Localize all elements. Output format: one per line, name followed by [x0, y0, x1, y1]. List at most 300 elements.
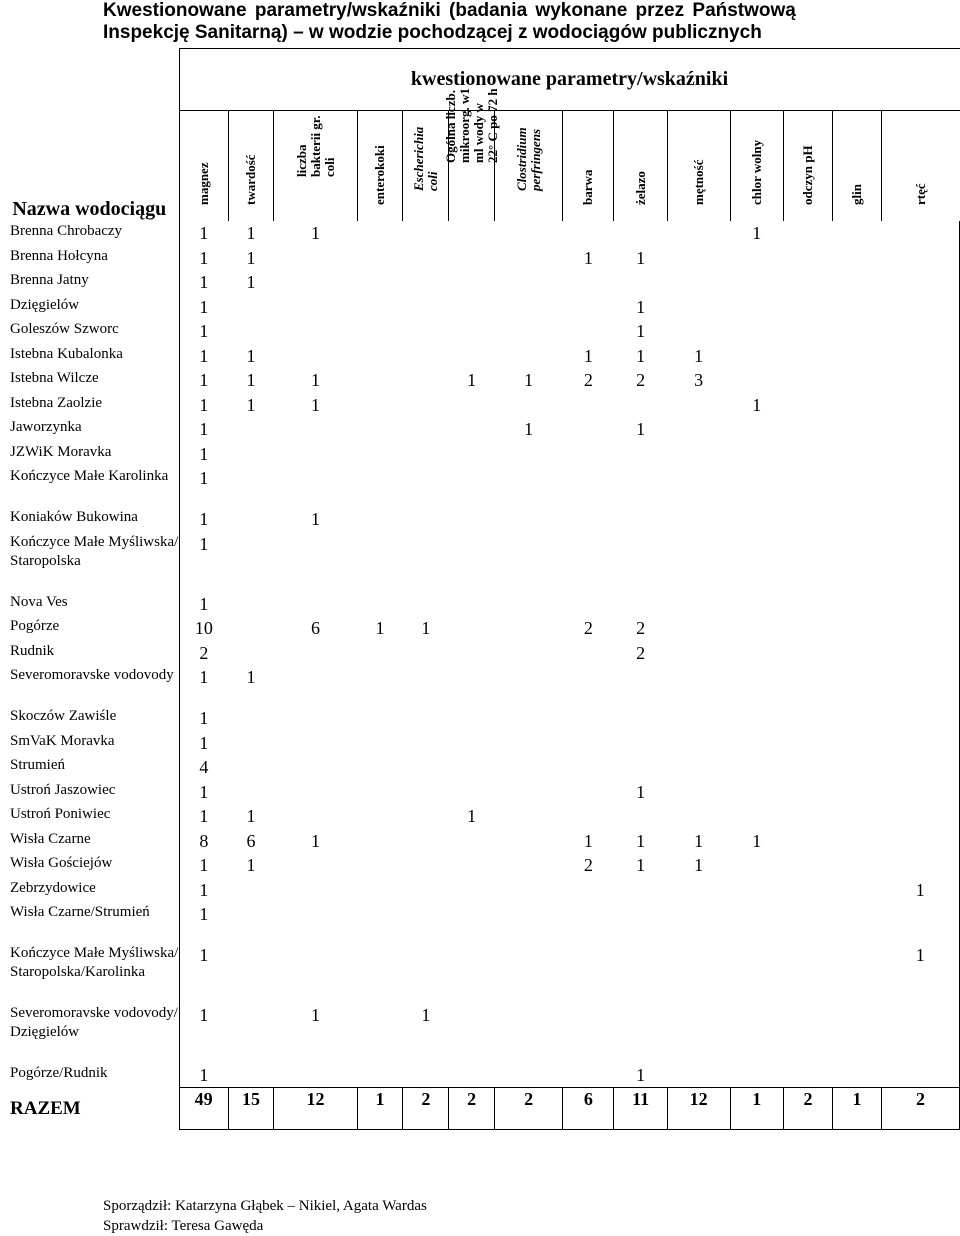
value-cell [403, 641, 449, 666]
value-cell [449, 1003, 495, 1063]
value-cell [449, 943, 495, 1003]
value-cell [449, 246, 495, 271]
value-cell [783, 706, 832, 731]
waterworks-name: Severomoravske vodovody/Dzięgielów [10, 1005, 178, 1040]
value-cell: 1 [246, 394, 256, 415]
total-label: RAZEM [10, 1098, 81, 1119]
value-cell: 1 [694, 855, 704, 875]
waterworks-name: Jaworzynka [10, 419, 82, 435]
value-cell [449, 319, 495, 344]
value-cell [881, 665, 959, 706]
value-cell [783, 246, 832, 271]
column-header: enterokoki [357, 111, 403, 222]
table-row [0, 1003, 960, 1063]
value-cell [449, 780, 495, 805]
value-cell [563, 665, 614, 706]
value-cell [228, 295, 274, 320]
value-cell [357, 417, 403, 442]
column-header: żelazo [614, 111, 667, 222]
value-cell [563, 943, 614, 1003]
value-cell [228, 731, 274, 756]
value-cell: 1 [583, 830, 593, 851]
value-cell [403, 731, 449, 756]
value-cell [357, 878, 403, 903]
waterworks-name: Brenna Chrobaczy [10, 223, 123, 239]
value-cell [614, 706, 667, 731]
value-cell [881, 532, 959, 592]
value-cell: 1 [311, 830, 320, 851]
value-cell [832, 641, 881, 666]
waterworks-name: JZWiK Moravka [10, 443, 112, 460]
value-cell [667, 902, 730, 943]
table-row [0, 665, 960, 706]
value-cell [881, 755, 959, 780]
waterworks-name: Pogórze/Rudnik [10, 1065, 108, 1081]
value-cell [832, 804, 881, 829]
value-cell [449, 417, 495, 442]
value-cell [881, 368, 959, 393]
value-cell [274, 780, 357, 805]
value-cell [783, 270, 832, 295]
value-cell [563, 592, 614, 617]
value-cell [495, 344, 563, 369]
value-cell [881, 706, 959, 731]
value-cell [357, 731, 403, 756]
value-cell [881, 246, 959, 271]
value-cell: 1 [881, 943, 959, 1003]
value-cell [563, 878, 614, 903]
value-cell [274, 804, 357, 829]
value-cell [730, 417, 783, 442]
value-cell [832, 344, 881, 369]
value-cell [614, 902, 667, 943]
value-cell: 2 [636, 618, 646, 638]
waterworks-name: Istebna Wilcze [10, 370, 99, 386]
waterworks-name: Wisła Czarne [10, 830, 91, 847]
value-cell: 2 [583, 618, 593, 638]
waterworks-name: Goleszów Szworc [10, 321, 119, 337]
value-cell: 1 [179, 532, 228, 592]
value-cell [783, 902, 832, 943]
value-cell [228, 1063, 274, 1088]
value-cell [667, 878, 730, 903]
value-cell [614, 665, 667, 706]
table-row [0, 804, 960, 829]
value-cell [495, 221, 563, 246]
value-cell [730, 1063, 783, 1088]
value-cell [614, 1003, 667, 1063]
value-cell [667, 532, 730, 592]
value-cell [403, 755, 449, 780]
table-row [0, 295, 960, 320]
value-cell [357, 295, 403, 320]
value-cell [832, 616, 881, 641]
value-cell [783, 755, 832, 780]
value-cell [449, 616, 495, 641]
value-cell [783, 804, 832, 829]
value-cell [730, 616, 783, 641]
value-cell [449, 731, 495, 756]
value-cell [667, 295, 730, 320]
value-cell [449, 1063, 495, 1088]
value-cell: 1 [246, 806, 256, 826]
value-cell [357, 853, 403, 878]
total-value: 2 [881, 1088, 959, 1130]
total-value: 11 [614, 1088, 667, 1130]
value-cell [357, 804, 403, 829]
value-cell [563, 270, 614, 295]
value-cell [403, 829, 449, 854]
value-cell: 1 [179, 466, 228, 507]
value-cell [403, 295, 449, 320]
value-cell [449, 902, 495, 943]
value-cell [403, 270, 449, 295]
value-cell [832, 592, 881, 617]
value-cell [495, 1003, 563, 1063]
value-cell [832, 532, 881, 592]
value-cell: 6 [246, 830, 256, 851]
value-cell [783, 221, 832, 246]
value-cell [495, 902, 563, 943]
value-cell [783, 853, 832, 878]
value-cell [403, 1063, 449, 1088]
value-cell [228, 755, 274, 780]
value-cell [449, 665, 495, 706]
value-cell [783, 829, 832, 854]
value-cell [274, 295, 357, 320]
value-cell [832, 1003, 881, 1063]
table-row [0, 616, 960, 641]
value-cell [563, 731, 614, 756]
value-cell: 6 [311, 618, 320, 638]
table-row [0, 344, 960, 369]
value-cell [228, 417, 274, 442]
column-header: Ogólna liczb. mikroorg. w1 ml wody w 22° C po 72 h [449, 111, 495, 222]
waterworks-name: Nova Ves [10, 593, 68, 610]
value-cell [403, 665, 449, 706]
value-cell [228, 592, 274, 617]
value-cell [832, 943, 881, 1003]
value-cell [783, 532, 832, 592]
total-value: 2 [495, 1088, 563, 1130]
value-cell [614, 507, 667, 532]
value-cell [614, 532, 667, 592]
value-cell: 3 [694, 370, 704, 390]
value-cell [730, 295, 783, 320]
waterworks-name: Strumień [10, 757, 65, 773]
value-cell: 1 [179, 665, 228, 706]
value-cell [495, 246, 563, 271]
value-cell: 1 [179, 804, 228, 829]
value-cell [228, 878, 274, 903]
value-cell [357, 902, 403, 943]
value-cell: 1 [179, 393, 228, 418]
value-cell [667, 466, 730, 507]
value-cell [667, 706, 730, 731]
value-cell [881, 270, 959, 295]
value-cell: 1 [752, 223, 762, 243]
value-cell [403, 246, 449, 271]
value-cell [881, 1003, 959, 1063]
value-cell [274, 902, 357, 943]
table-row [0, 417, 960, 442]
total-value: 12 [667, 1088, 730, 1130]
value-cell [495, 592, 563, 617]
value-cell [832, 417, 881, 442]
value-cell [832, 665, 881, 706]
value-cell [357, 221, 403, 246]
value-cell [563, 532, 614, 592]
value-cell [614, 393, 667, 418]
value-cell [881, 221, 959, 246]
value-cell [274, 319, 357, 344]
value-cell [449, 641, 495, 666]
value-cell [881, 731, 959, 756]
value-cell [403, 853, 449, 878]
value-cell [667, 731, 730, 756]
value-cell [730, 853, 783, 878]
value-cell [832, 393, 881, 418]
value-cell [274, 665, 357, 706]
value-cell [667, 507, 730, 532]
value-cell [357, 592, 403, 617]
total-value: 2 [403, 1088, 449, 1130]
waterworks-name: Kończyce Małe Myśliwska/Staropolska [10, 533, 179, 569]
value-cell [449, 592, 495, 617]
value-cell [667, 221, 730, 246]
waterworks-name: Wisła Gościejów [10, 855, 113, 871]
value-cell [730, 1003, 783, 1063]
value-cell [614, 943, 667, 1003]
value-cell [667, 319, 730, 344]
value-cell [667, 804, 730, 829]
total-value: 1 [832, 1088, 881, 1130]
value-cell [274, 592, 357, 617]
value-cell: 1 [421, 618, 431, 638]
value-cell [614, 804, 667, 829]
value-cell [667, 665, 730, 706]
value-cell [495, 532, 563, 592]
waterworks-name: Rudnik [10, 642, 55, 659]
total-value: 6 [563, 1088, 614, 1130]
value-cell [228, 442, 274, 467]
value-cell [274, 466, 357, 507]
column-header: Escherichia coli [403, 111, 449, 222]
value-cell [357, 270, 403, 295]
table-row [0, 466, 960, 507]
value-cell [783, 417, 832, 442]
value-cell [449, 829, 495, 854]
total-value: 15 [228, 1088, 274, 1130]
column-header: twardość [228, 111, 274, 222]
value-cell [783, 507, 832, 532]
title-line-2: Inspekcję Sanitarną) – w wodzie pochodzącej z wodociągów publicznych [103, 22, 762, 43]
value-cell [274, 706, 357, 731]
value-cell: 1 [246, 855, 256, 875]
value-cell [614, 755, 667, 780]
value-cell: 1 [179, 780, 228, 805]
value-cell [832, 368, 881, 393]
table-row [0, 706, 960, 731]
value-cell [357, 1003, 403, 1063]
value-cell: 1 [179, 319, 228, 344]
value-cell [228, 780, 274, 805]
value-cell [881, 507, 959, 532]
table-row [0, 829, 960, 854]
value-cell [881, 319, 959, 344]
value-cell [403, 417, 449, 442]
value-cell [495, 442, 563, 467]
value-cell [495, 295, 563, 320]
value-cell [832, 295, 881, 320]
value-cell: 1 [311, 223, 320, 243]
value-cell: 1 [179, 853, 228, 878]
value-cell [881, 804, 959, 829]
column-header: liczba bakterii gr. coli [274, 111, 357, 222]
value-cell [783, 943, 832, 1003]
waterworks-name: Kończyce Małe Karolinka [10, 468, 169, 484]
value-cell: 1 [467, 806, 477, 826]
value-cell [357, 641, 403, 666]
value-cell [563, 804, 614, 829]
waterworks-name: Koniaków Bukowina [10, 509, 138, 525]
value-cell [274, 417, 357, 442]
value-cell: 1 [467, 370, 477, 390]
title-line-1: Kwestionowane parametry/wskaźniki (badania wykonane przez Państwową [103, 0, 796, 21]
value-cell [614, 221, 667, 246]
value-cell [832, 878, 881, 903]
total-value: 1 [730, 1088, 783, 1130]
value-cell [449, 706, 495, 731]
value-cell [832, 829, 881, 854]
value-cell: 1 [636, 781, 646, 802]
value-cell [449, 270, 495, 295]
value-cell [357, 319, 403, 344]
value-cell [730, 270, 783, 295]
value-cell [614, 466, 667, 507]
table-row [0, 442, 960, 467]
group-header: kwestionowane parametry/wskaźniki [179, 49, 959, 111]
value-cell [730, 706, 783, 731]
table-row [0, 902, 960, 943]
table-row [0, 1063, 960, 1088]
value-cell [403, 393, 449, 418]
value-cell [449, 442, 495, 467]
value-cell [730, 466, 783, 507]
value-cell: 1 [881, 878, 959, 903]
value-cell: 1 [179, 368, 228, 393]
value-cell [403, 943, 449, 1003]
value-cell [495, 755, 563, 780]
total-value: 49 [179, 1088, 228, 1130]
waterworks-name: Wisła Czarne/Strumień [10, 904, 150, 920]
value-cell: 1 [179, 1003, 228, 1063]
table-row [0, 878, 960, 903]
value-cell: 1 [246, 370, 256, 390]
value-cell [357, 344, 403, 369]
table-row [0, 943, 960, 1003]
value-cell [357, 393, 403, 418]
value-cell: 1 [636, 321, 646, 341]
value-cell [667, 1063, 730, 1088]
value-cell [403, 442, 449, 467]
footer [103, 1196, 427, 1236]
value-cell [403, 221, 449, 246]
value-cell: 1 [246, 272, 256, 292]
value-cell [228, 319, 274, 344]
value-cell [783, 780, 832, 805]
value-cell: 1 [179, 902, 228, 943]
value-cell: 1 [179, 270, 228, 295]
column-header: odczyn pH [783, 111, 832, 222]
table-row [0, 731, 960, 756]
value-cell: 2 [179, 641, 228, 666]
value-cell: 1 [179, 246, 228, 271]
value-cell [357, 507, 403, 532]
value-cell [730, 780, 783, 805]
value-cell: 1 [246, 223, 256, 243]
value-cell [449, 344, 495, 369]
value-cell [449, 221, 495, 246]
table-row [0, 393, 960, 418]
value-cell [357, 246, 403, 271]
value-cell [357, 755, 403, 780]
value-cell [783, 295, 832, 320]
value-cell [881, 592, 959, 617]
waterworks-name: Brenna Hołcyna [10, 247, 108, 264]
value-cell: 8 [179, 829, 228, 854]
value-cell [614, 592, 667, 617]
value-cell [730, 804, 783, 829]
value-cell [881, 466, 959, 507]
value-cell [563, 780, 614, 805]
value-cell [228, 616, 274, 641]
value-cell: 1 [179, 1063, 228, 1088]
value-cell [228, 706, 274, 731]
value-cell [274, 641, 357, 666]
value-cell [783, 466, 832, 507]
value-cell [832, 246, 881, 271]
table-row [0, 319, 960, 344]
value-cell [403, 592, 449, 617]
value-cell [783, 1003, 832, 1063]
value-cell [357, 943, 403, 1003]
column-header: barwa [563, 111, 614, 222]
value-cell [832, 706, 881, 731]
value-cell: 1 [636, 830, 646, 851]
value-cell [495, 616, 563, 641]
value-cell [881, 1063, 959, 1088]
value-cell [495, 878, 563, 903]
value-cell: 1 [583, 247, 593, 268]
value-cell [449, 295, 495, 320]
column-header: Clostridium perfringens [495, 111, 563, 222]
value-cell [495, 829, 563, 854]
value-cell [881, 902, 959, 943]
value-cell: 1 [752, 394, 762, 415]
value-cell: 1 [311, 1005, 320, 1025]
value-cell [667, 616, 730, 641]
waterworks-name: Pogórze [10, 618, 60, 634]
value-cell [495, 507, 563, 532]
value-cell: 1 [636, 855, 646, 875]
value-cell [403, 368, 449, 393]
value-cell [357, 442, 403, 467]
value-cell [783, 319, 832, 344]
value-cell [228, 466, 274, 507]
document-title [103, 0, 863, 44]
value-cell [881, 780, 959, 805]
